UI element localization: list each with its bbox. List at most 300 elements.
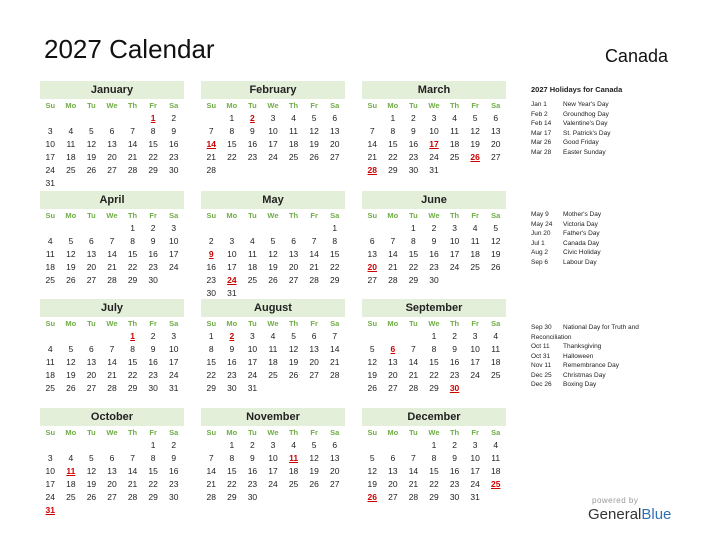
day: 15	[127, 249, 138, 259]
day: 1	[411, 223, 416, 233]
day: 18	[470, 249, 480, 259]
day: 7	[109, 236, 115, 246]
weekday-label: Fr	[310, 428, 318, 437]
day: 12	[490, 236, 501, 246]
holiday-entry	[531, 138, 681, 148]
day: 19	[288, 357, 299, 367]
weekday-header	[201, 318, 345, 330]
day: 27	[490, 152, 501, 162]
day: 11	[268, 344, 278, 354]
holiday-date: Nov 11	[531, 362, 552, 369]
day: 21	[107, 262, 117, 272]
weekday-label: Tu	[87, 319, 96, 328]
day: 12	[367, 466, 378, 476]
day: 17	[247, 357, 258, 367]
month-february	[201, 81, 345, 177]
day: 6	[291, 236, 296, 246]
day: 19	[309, 139, 319, 149]
day: 2	[452, 440, 457, 450]
holiday-entry	[531, 352, 681, 362]
day: 14	[206, 466, 217, 476]
day: 6	[390, 453, 396, 463]
day: 16	[148, 249, 158, 259]
day: 21	[206, 152, 217, 162]
day: 15	[329, 249, 340, 259]
day: 9	[411, 126, 416, 136]
month-march	[362, 81, 506, 177]
day: 2	[452, 331, 457, 341]
holiday-name: Canada Day	[563, 239, 600, 247]
empty-day	[61, 222, 82, 235]
holiday-date: Aug 2	[531, 249, 548, 256]
day: 16	[148, 357, 158, 367]
day: 10	[470, 344, 480, 354]
day: 1	[431, 331, 437, 341]
day: 8	[390, 126, 396, 136]
day: 26	[66, 383, 76, 393]
day: 13	[309, 344, 319, 354]
day: 9	[171, 126, 177, 136]
empty-day	[81, 112, 102, 125]
day: 3	[47, 453, 53, 463]
weekday-label: Th	[449, 319, 460, 328]
day: 26	[86, 165, 97, 175]
day: 18	[66, 152, 76, 162]
weekday-label: Su	[45, 428, 56, 437]
day: 26	[86, 492, 97, 502]
empty-day	[102, 112, 123, 125]
day: 13	[388, 357, 398, 367]
day: 17	[470, 357, 480, 367]
day: 5	[472, 113, 478, 123]
weekday-label: Th	[288, 211, 299, 220]
empty-day	[122, 439, 143, 452]
holiday-day: 14	[206, 139, 217, 149]
weekday-label: Th	[127, 319, 138, 328]
day: 31	[168, 383, 179, 393]
day: 20	[107, 479, 117, 489]
day: 29	[206, 383, 217, 393]
weekday-label: Fr	[149, 101, 157, 110]
day: 24	[449, 262, 460, 272]
day: 9	[452, 453, 457, 463]
weekday-label: Mo	[387, 101, 399, 110]
day: 21	[206, 479, 217, 489]
day: 1	[390, 113, 396, 123]
day: 15	[429, 357, 439, 367]
day: 28	[107, 383, 117, 393]
weekday-label: Fr	[310, 211, 318, 220]
day: 25	[45, 275, 56, 285]
weekday-label: Su	[45, 319, 56, 328]
day: 21	[329, 357, 340, 367]
day: 9	[150, 344, 156, 354]
day: 14	[309, 249, 319, 259]
day: 3	[472, 331, 478, 341]
day: 2	[411, 113, 416, 123]
empty-day	[40, 330, 61, 343]
day: 16	[247, 466, 258, 476]
day: 19	[470, 139, 480, 149]
weekday-label: Tu	[409, 101, 418, 110]
empty-day	[403, 439, 424, 452]
month-name: February	[201, 81, 345, 99]
day: 19	[309, 466, 319, 476]
weekday-label: We	[106, 428, 118, 437]
day: 3	[229, 236, 235, 246]
holiday-name: Christmas Day	[563, 371, 606, 379]
day: 6	[89, 236, 94, 246]
day: 1	[130, 223, 135, 233]
day: 7	[332, 331, 338, 341]
weekday-label: Su	[367, 211, 378, 220]
day: 25	[247, 275, 258, 285]
day: 20	[388, 479, 398, 489]
weekday-label: Fr	[471, 428, 479, 437]
day: 10	[45, 466, 56, 476]
holiday-entry	[531, 229, 681, 239]
day: 20	[309, 357, 319, 367]
day-grid	[40, 222, 184, 287]
day: 17	[227, 262, 237, 272]
holiday-day: 26	[367, 492, 378, 502]
weekday-label: Mo	[65, 428, 77, 437]
empty-day	[40, 112, 61, 125]
day: 30	[168, 492, 179, 502]
day: 18	[288, 139, 299, 149]
day: 18	[449, 139, 460, 149]
day: 15	[206, 357, 217, 367]
day: 3	[250, 331, 255, 341]
day: 20	[388, 370, 398, 380]
holiday-day: 17	[429, 139, 439, 149]
weekday-label: Th	[449, 211, 460, 220]
day: 25	[268, 370, 278, 380]
empty-day	[81, 439, 102, 452]
day: 13	[288, 249, 299, 259]
weekday-label: Sa	[491, 319, 501, 328]
day: 21	[127, 152, 138, 162]
day: 30	[408, 165, 419, 175]
day: 20	[490, 139, 501, 149]
day: 30	[247, 492, 258, 502]
day: 21	[408, 370, 419, 380]
holiday-date: Dec 25	[531, 371, 552, 379]
day: 12	[288, 344, 299, 354]
day: 14	[388, 249, 398, 259]
day: 20	[86, 370, 97, 380]
month-may	[201, 191, 345, 300]
day: 14	[107, 249, 117, 259]
day: 2	[171, 440, 177, 450]
day: 4	[47, 236, 53, 246]
holiday-name: National Day for Truth and Reconciliation	[531, 324, 639, 341]
day: 30	[168, 165, 179, 175]
day: 23	[429, 262, 439, 272]
holiday-name: Thanksgiving	[563, 343, 602, 350]
empty-day	[383, 222, 404, 235]
day: 17	[470, 466, 480, 476]
weekday-label: Tu	[409, 428, 418, 437]
day: 8	[229, 453, 235, 463]
day: 9	[250, 126, 255, 136]
day: 27	[367, 275, 378, 285]
day: 13	[367, 249, 378, 259]
day: 3	[171, 331, 177, 341]
day: 20	[107, 152, 117, 162]
weekday-header	[201, 100, 345, 112]
holiday-date: Mar 28	[531, 148, 552, 156]
month-name: September	[362, 299, 506, 317]
day: 10	[429, 126, 439, 136]
day: 4	[493, 440, 499, 450]
weekday-label: Th	[127, 101, 138, 110]
weekday-label: Mo	[387, 319, 399, 328]
day: 17	[268, 466, 278, 476]
day: 30	[227, 383, 237, 393]
day: 1	[332, 223, 338, 233]
holiday-entry	[531, 119, 681, 129]
holiday-date: Jan 1	[531, 101, 547, 108]
day: 16	[429, 249, 439, 259]
holiday-entry	[531, 342, 681, 352]
day: 15	[227, 466, 237, 476]
day: 24	[429, 152, 439, 162]
day: 5	[369, 344, 375, 354]
day: 8	[130, 344, 135, 354]
day: 7	[411, 453, 416, 463]
day: 2	[208, 236, 214, 246]
day: 6	[89, 344, 94, 354]
holiday-entry	[531, 258, 681, 268]
day: 22	[148, 479, 158, 489]
holiday-day: 30	[449, 383, 460, 393]
holiday-list-q3	[531, 323, 681, 390]
day: 1	[150, 440, 156, 450]
empty-day	[40, 439, 61, 452]
day: 22	[429, 479, 439, 489]
day: 20	[329, 466, 340, 476]
day: 23	[168, 479, 179, 489]
day: 30	[449, 492, 460, 502]
day: 7	[208, 126, 214, 136]
weekday-label: Mo	[226, 428, 238, 437]
day: 4	[68, 453, 74, 463]
day: 28	[388, 275, 398, 285]
day: 3	[270, 440, 276, 450]
weekday-label: We	[106, 319, 118, 328]
holiday-date: Mar 17	[531, 129, 552, 137]
weekday-label: Tu	[409, 211, 418, 220]
holiday-day: 11	[289, 453, 299, 463]
day: 18	[45, 370, 56, 380]
day: 9	[229, 344, 235, 354]
day: 23	[168, 152, 179, 162]
day: 27	[288, 275, 299, 285]
day: 5	[89, 453, 94, 463]
day: 22	[408, 262, 419, 272]
day: 23	[449, 479, 460, 489]
day: 21	[127, 479, 138, 489]
day: 3	[47, 126, 53, 136]
weekday-label: We	[106, 211, 118, 220]
day: 23	[247, 152, 258, 162]
day: 21	[388, 262, 398, 272]
weekday-label: Tu	[248, 319, 257, 328]
weekday-label: Su	[367, 101, 378, 110]
day: 15	[227, 139, 237, 149]
day: 6	[311, 331, 317, 341]
day: 16	[168, 139, 179, 149]
month-april	[40, 191, 184, 287]
day: 13	[86, 357, 97, 367]
weekday-label: Fr	[149, 319, 157, 328]
day: 15	[148, 466, 158, 476]
day: 15	[388, 139, 398, 149]
day: 24	[268, 152, 278, 162]
day: 4	[291, 440, 296, 450]
day: 13	[107, 139, 117, 149]
day: 28	[408, 383, 419, 393]
empty-day	[362, 112, 383, 125]
weekday-label: Mo	[226, 211, 238, 220]
day: 11	[289, 126, 298, 136]
holiday-day: 20	[367, 262, 378, 272]
day: 18	[45, 262, 56, 272]
day: 14	[408, 466, 419, 476]
weekday-label: We	[428, 428, 440, 437]
day: 24	[247, 370, 258, 380]
day: 15	[429, 466, 439, 476]
day: 14	[367, 139, 378, 149]
empty-day	[102, 439, 123, 452]
weekday-label: Sa	[330, 101, 340, 110]
day: 2	[250, 440, 255, 450]
day: 29	[429, 383, 439, 393]
day: 4	[68, 126, 74, 136]
day: 23	[148, 370, 158, 380]
holiday-date: Jun 20	[531, 230, 551, 237]
day: 28	[127, 492, 138, 502]
weekday-label: Mo	[65, 211, 77, 220]
day: 4	[270, 331, 276, 341]
day: 6	[369, 236, 375, 246]
day: 22	[227, 152, 237, 162]
day: 10	[227, 249, 237, 259]
holiday-name: St. Patrick's Day	[563, 129, 611, 137]
day: 26	[309, 479, 319, 489]
empty-day	[61, 112, 82, 125]
day: 21	[367, 152, 378, 162]
empty-day	[40, 222, 61, 235]
brand-general: General	[588, 506, 642, 523]
day: 4	[47, 344, 53, 354]
weekday-label: Fr	[310, 101, 318, 110]
day: 20	[86, 262, 97, 272]
weekday-label: Mo	[226, 319, 238, 328]
day: 27	[329, 479, 340, 489]
day: 29	[127, 383, 138, 393]
day: 25	[449, 152, 460, 162]
weekday-label: Sa	[169, 428, 179, 437]
country-label: Canada	[604, 46, 668, 66]
weekday-label: Mo	[65, 319, 77, 328]
weekday-label: Tu	[87, 101, 96, 110]
holiday-date: Oct 11	[531, 343, 550, 350]
weekday-label: Tu	[409, 319, 418, 328]
holiday-day: 9	[208, 249, 214, 259]
day: 2	[150, 331, 156, 341]
empty-day	[102, 330, 123, 343]
month-name: May	[201, 191, 345, 209]
weekday-label: Sa	[169, 319, 179, 328]
day: 29	[408, 275, 419, 285]
day: 16	[168, 466, 179, 476]
holiday-entry	[531, 371, 681, 381]
holiday-name: Labour Day	[563, 258, 597, 266]
holiday-date: Sep 6	[531, 258, 548, 266]
day: 10	[45, 139, 56, 149]
day: 19	[66, 262, 76, 272]
day: 5	[311, 440, 317, 450]
day-grid	[201, 222, 345, 300]
empty-day	[201, 439, 222, 452]
holiday-entry	[531, 220, 681, 230]
weekday-label: Su	[367, 428, 378, 437]
holiday-day: 1	[130, 331, 135, 341]
empty-day	[81, 222, 102, 235]
day: 10	[247, 344, 258, 354]
day: 20	[329, 139, 340, 149]
day: 7	[411, 344, 416, 354]
day: 27	[86, 275, 97, 285]
weekday-label: Fr	[471, 319, 479, 328]
holiday-day: 1	[150, 113, 156, 123]
day: 27	[86, 383, 97, 393]
day: 15	[408, 249, 419, 259]
day: 10	[168, 236, 179, 246]
day-grid	[362, 222, 506, 287]
day: 4	[452, 113, 457, 123]
day: 27	[107, 165, 117, 175]
day: 19	[268, 262, 278, 272]
day: 17	[168, 249, 179, 259]
month-name: December	[362, 408, 506, 426]
month-name: July	[40, 299, 184, 317]
weekday-label: Tu	[248, 211, 257, 220]
day: 4	[472, 223, 478, 233]
holiday-day: 2	[229, 331, 235, 341]
empty-day	[362, 222, 383, 235]
weekday-header	[201, 427, 345, 439]
weekday-label: Su	[367, 319, 378, 328]
weekday-label: Th	[288, 319, 299, 328]
holiday-day: 28	[367, 165, 378, 175]
weekday-header	[40, 210, 184, 222]
day: 14	[127, 139, 138, 149]
weekday-label: Th	[288, 428, 299, 437]
day: 28	[408, 492, 419, 502]
day: 16	[408, 139, 419, 149]
brand-blue: Blue	[641, 506, 672, 523]
day: 7	[109, 344, 115, 354]
holiday-date: Sep 30	[531, 324, 552, 331]
day: 24	[45, 492, 56, 502]
weekday-header	[40, 427, 184, 439]
day: 24	[45, 165, 56, 175]
holiday-entry	[531, 110, 681, 120]
day: 10	[268, 453, 278, 463]
